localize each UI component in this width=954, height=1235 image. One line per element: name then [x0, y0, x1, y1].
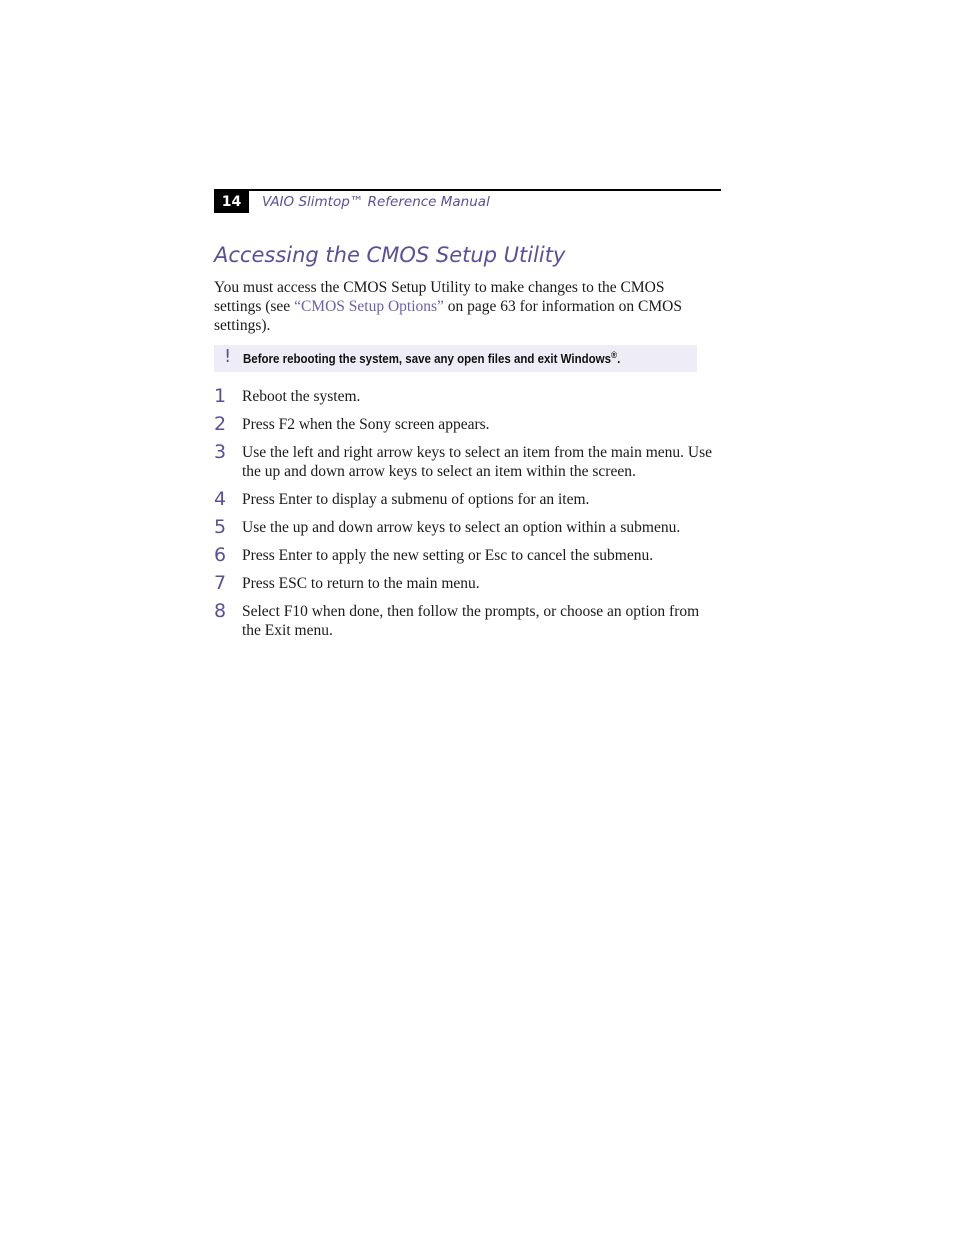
step-text: Press ESC to return to the main menu. — [242, 575, 480, 592]
section-title: Accessing the CMOS Setup Utility — [214, 243, 566, 267]
step-number: 5 — [214, 516, 227, 538]
step-text: Press Enter to apply the new setting or Esc to cancel the submenu. — [242, 547, 654, 564]
header-rule — [214, 189, 721, 191]
step-number: 7 — [214, 572, 227, 594]
step-number: 8 — [214, 600, 227, 622]
list-item — [214, 602, 714, 640]
page-number: 14 — [214, 191, 249, 213]
list-item — [214, 490, 714, 509]
step-number: 2 — [214, 413, 227, 435]
caution-icon: ! — [224, 346, 232, 367]
steps-list — [214, 387, 714, 649]
note-text — [243, 350, 620, 366]
intro-text-end: on page 63 for information on CMOS settings). — [214, 298, 682, 334]
step-number: 3 — [214, 441, 227, 463]
step-text: Press F2 when the Sony screen appears. — [242, 416, 490, 433]
step-text: Use the up and down arrow keys to select an option within a submenu. — [242, 519, 681, 536]
step-number: 4 — [214, 488, 227, 510]
step-number: 6 — [214, 544, 227, 566]
cmos-setup-options-link[interactable]: “CMOS Setup Options” — [294, 298, 444, 315]
step-text: Reboot the system. — [242, 388, 361, 405]
list-item — [214, 387, 714, 406]
list-item — [214, 415, 714, 434]
note-period: . — [617, 352, 621, 367]
step-number: 1 — [214, 385, 227, 407]
running-title: VAIO Slimtop™ Reference Manual — [262, 194, 490, 210]
intro-paragraph — [214, 278, 714, 335]
list-item — [214, 546, 714, 565]
registered-mark: ® — [610, 350, 618, 360]
intro-text: You must access the CMOS Setup Utility to make changes to the CMOS settings (see — [214, 279, 665, 315]
step-text: Select F10 when done, then follow the prompts, or choose an option from the Exit menu. — [242, 603, 700, 639]
step-text: Press Enter to display a submenu of options for an item. — [242, 491, 590, 508]
list-item — [214, 443, 714, 481]
step-text: Use the left and right arrow keys to select an item from the main menu. Use the up and down arrow keys to select an item within the screen. — [242, 444, 713, 480]
list-item — [214, 518, 714, 537]
note-box — [214, 345, 697, 372]
list-item — [214, 574, 714, 593]
note-message: Before rebooting the system, save any open files and exit Windows — [243, 352, 611, 367]
